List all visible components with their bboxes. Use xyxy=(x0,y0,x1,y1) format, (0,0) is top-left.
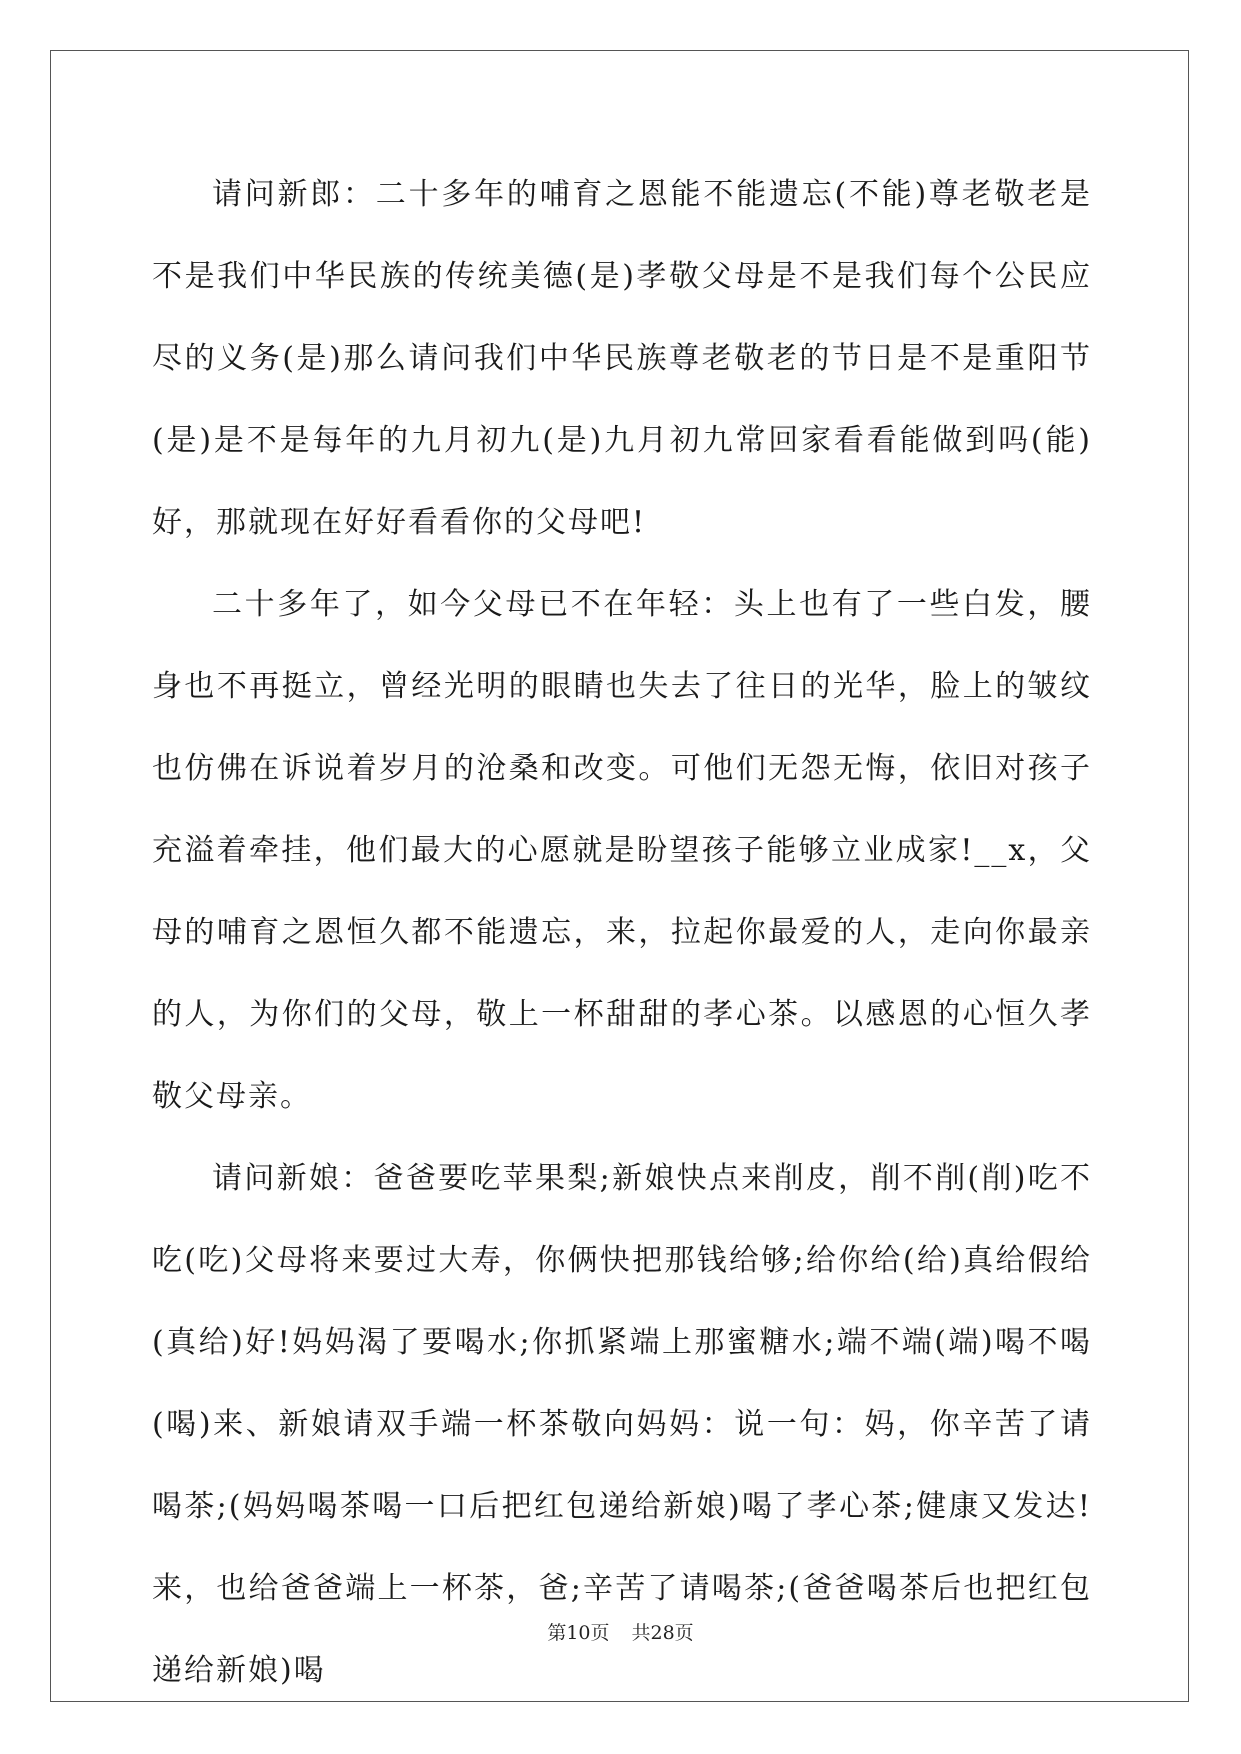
page-number-total: 共28页 xyxy=(631,1622,694,1644)
paragraph-2: 二十多年了，如今父母已不在年轻：头上也有了一些白发，腰身也不再挺立，曾经光明的眼睛也失去了往日的光华，脸上的皱纹也仿佛在诉说着岁月的沧桑和改变。可他们无怨无悔，依旧对孩子充溢着牵挂，他们最大的心愿就是盼望孩子能够立业成家!__x，父母的哺育之恩恒久都不能遗忘，来，拉起你最爱的人，走向你最亲的人，为你们的父母，敬上一杯甜甜的孝心茶。以感恩的心恒久孝敬父母亲。 xyxy=(152,587,1092,1114)
document-body xyxy=(152,154,1092,1712)
page-number-current: 第10页 xyxy=(547,1622,610,1644)
paragraph-3: 请问新娘：爸爸要吃苹果梨;新娘快点来削皮，削不削(削)吃不吃(吃)父母将来要过大寿，你俩快把那钱给够;给你给(给)真给假给(真给)好!妈妈渴了要喝水;你抓紧端上那蜜糖水;端不端(端)喝不喝(喝)来、新娘请双手端一杯茶敬向妈妈：说一句：妈，你辛苦了请喝茶;(妈妈喝茶喝一口后把红包递给新娘)喝了孝心茶;健康又发达!来，也给爸爸端上一杯茶，爸;辛苦了请喝茶;(爸爸喝茶后也把红包递给新娘)喝 xyxy=(152,1161,1092,1688)
page-footer xyxy=(0,1621,1241,1645)
paragraph-1: 请问新郎：二十多年的哺育之恩能不能遗忘(不能)尊老敬老是不是我们中华民族的传统美德(是)孝敬父母是不是我们每个公民应尽的义务(是)那么请问我们中华民族尊老敬老的节日是不是重阳节(是)是不是每年的九月初九(是)九月初九常回家看看能做到吗(能)好，那就现在好好看看你的父母吧! xyxy=(152,177,1092,540)
